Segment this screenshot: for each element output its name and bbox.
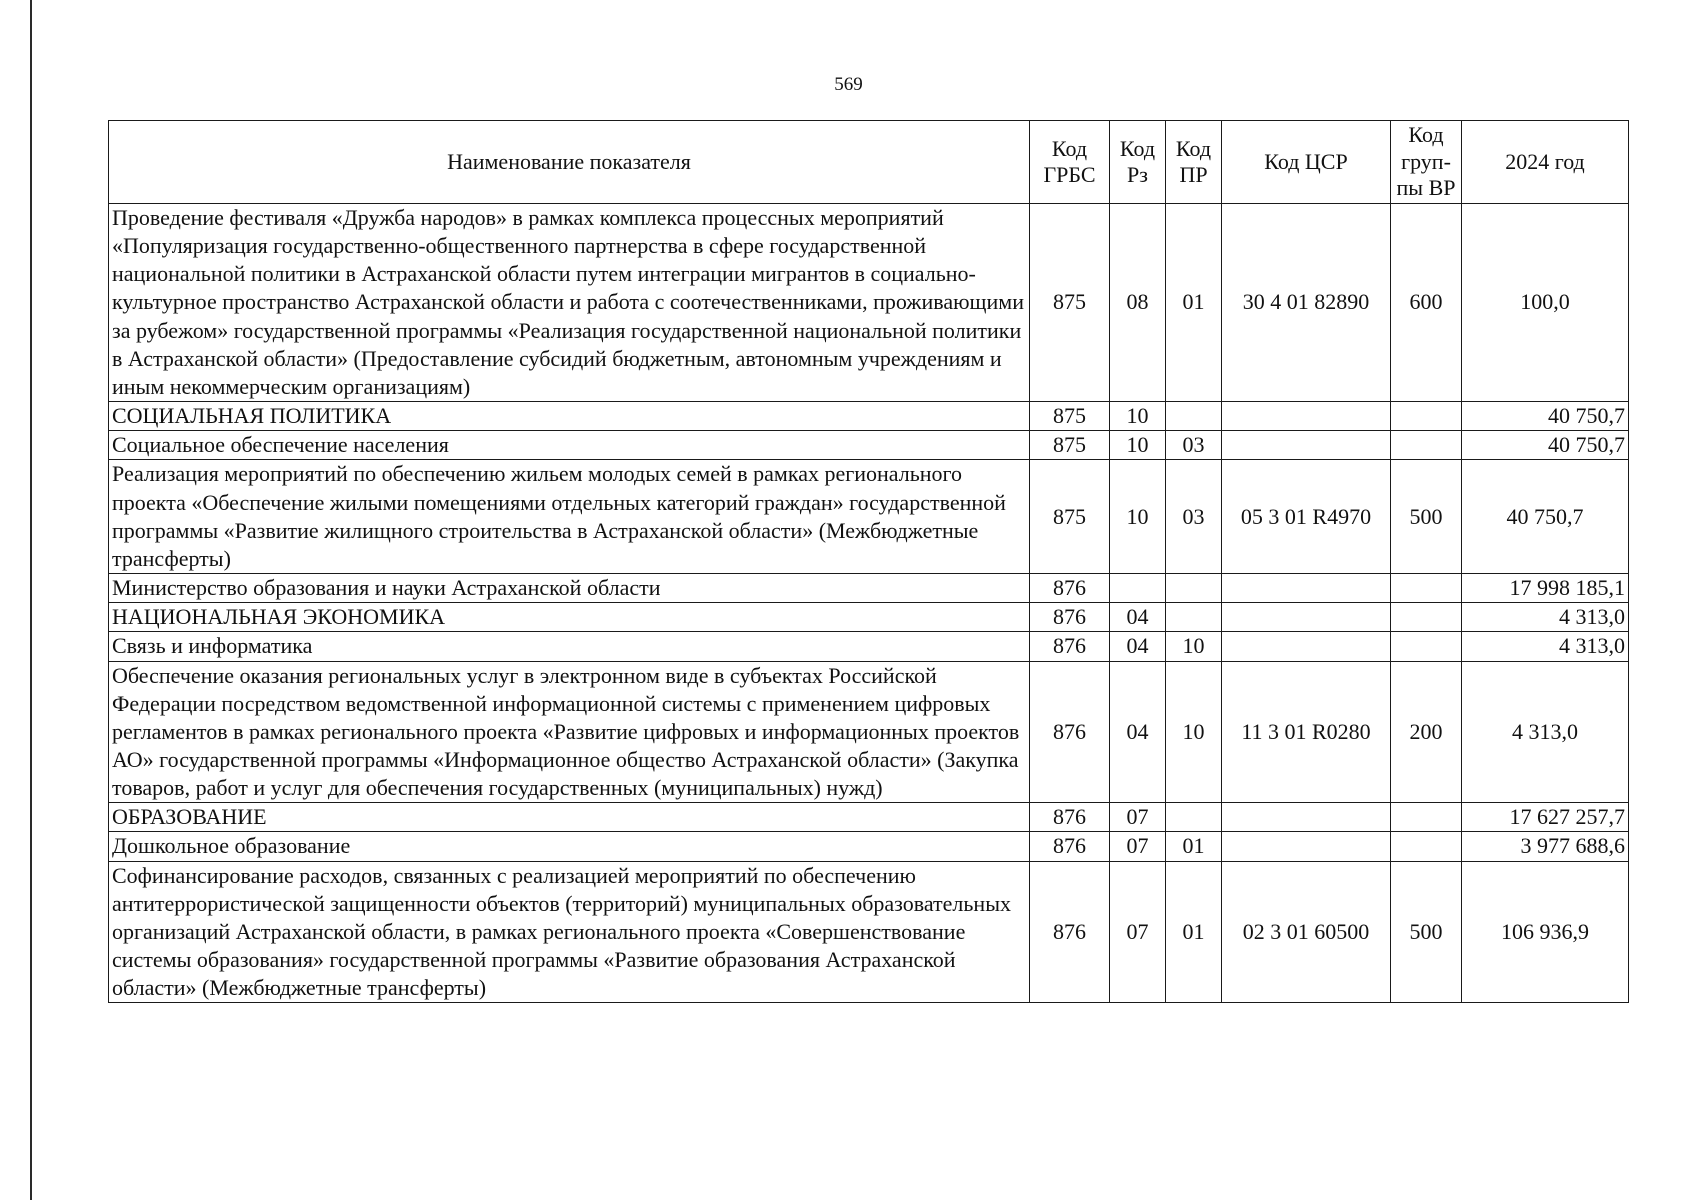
row-pr bbox=[1166, 402, 1222, 431]
row-name: Социальное обеспечение населения bbox=[109, 431, 1030, 460]
row-amount: 40 750,7 bbox=[1462, 402, 1629, 431]
table-row bbox=[109, 431, 1629, 460]
table-row bbox=[109, 803, 1629, 832]
row-csr bbox=[1222, 431, 1391, 460]
row-amount: 17 998 185,1 bbox=[1462, 574, 1629, 603]
row-pr: 03 bbox=[1166, 460, 1222, 574]
table-header-row bbox=[109, 121, 1629, 204]
row-name: Реализация мероприятий по обеспечению жильем молодых семей в рамках регионального проекта «Обеспечение жилыми помещениями отдельных категорий граждан» государственной программы «Развитие жилищного строительства в Астраханской области» (Межбюджетные трансферты) bbox=[109, 460, 1030, 574]
row-grbs: 875 bbox=[1030, 402, 1110, 431]
row-name: Софинансирование расходов, связанных с реализацией мероприятий по обеспечению антитеррористической защищенности объектов (территорий) муниципальных образовательных организаций Астраханской области, в рамках регионального проекта «Совершенствование системы образования» государственной программы «Развитие образования Астраханской области» (Межбюджетные трансферты) bbox=[109, 861, 1030, 1003]
row-rz: 04 bbox=[1110, 632, 1166, 661]
row-name: СОЦИАЛЬНАЯ ПОЛИТИКА bbox=[109, 402, 1030, 431]
row-vr bbox=[1391, 402, 1462, 431]
row-grbs: 875 bbox=[1030, 431, 1110, 460]
header-vr: Код груп-пы ВР bbox=[1391, 121, 1462, 204]
table-row bbox=[109, 832, 1629, 861]
row-grbs: 876 bbox=[1030, 574, 1110, 603]
table-row bbox=[109, 603, 1629, 632]
row-pr: 03 bbox=[1166, 431, 1222, 460]
row-csr: 11 3 01 R0280 bbox=[1222, 661, 1391, 803]
row-grbs: 876 bbox=[1030, 632, 1110, 661]
row-rz bbox=[1110, 574, 1166, 603]
row-pr: 10 bbox=[1166, 661, 1222, 803]
row-rz: 07 bbox=[1110, 832, 1166, 861]
table-row bbox=[109, 204, 1629, 402]
table-row bbox=[109, 632, 1629, 661]
row-csr bbox=[1222, 402, 1391, 431]
row-csr: 30 4 01 82890 bbox=[1222, 204, 1391, 402]
header-pr: Код ПР bbox=[1166, 121, 1222, 204]
row-rz: 04 bbox=[1110, 661, 1166, 803]
row-rz: 10 bbox=[1110, 431, 1166, 460]
row-amount: 40 750,7 bbox=[1462, 431, 1629, 460]
row-amount: 4 313,0 bbox=[1462, 603, 1629, 632]
table-row bbox=[109, 574, 1629, 603]
row-name: Дошкольное образование bbox=[109, 832, 1030, 861]
row-pr bbox=[1166, 603, 1222, 632]
row-rz: 07 bbox=[1110, 861, 1166, 1003]
row-amount: 4 313,0 bbox=[1462, 661, 1629, 803]
header-rz: Код Рз bbox=[1110, 121, 1166, 204]
row-amount: 40 750,7 bbox=[1462, 460, 1629, 574]
header-name: Наименование показателя bbox=[109, 121, 1030, 204]
row-vr: 600 bbox=[1391, 204, 1462, 402]
row-vr bbox=[1391, 803, 1462, 832]
row-vr bbox=[1391, 632, 1462, 661]
row-csr bbox=[1222, 603, 1391, 632]
row-name: Министерство образования и науки Астраханской области bbox=[109, 574, 1030, 603]
row-vr: 200 bbox=[1391, 661, 1462, 803]
row-name: Проведение фестиваля «Дружба народов» в рамках комплекса процессных мероприятий «Популяризация государственно-общественного партнерства в сфере государственной национальной политики в Астраханской области путем интеграции мигрантов в социально-культурное пространство Астраханской области и работа с соотечественниками, проживающими за рубежом» государственной программы «Реализация государственной национальной политики в Астраханской области» (Предоставление субсидий бюджетным, автономным учреждениям и иным некоммерческим организациям) bbox=[109, 204, 1030, 402]
row-grbs: 876 bbox=[1030, 661, 1110, 803]
row-rz: 10 bbox=[1110, 402, 1166, 431]
row-csr: 02 3 01 60500 bbox=[1222, 861, 1391, 1003]
row-grbs: 875 bbox=[1030, 460, 1110, 574]
row-pr bbox=[1166, 803, 1222, 832]
row-name: ОБРАЗОВАНИЕ bbox=[109, 803, 1030, 832]
row-amount: 4 313,0 bbox=[1462, 632, 1629, 661]
page-number: 569 bbox=[834, 74, 863, 95]
row-pr: 10 bbox=[1166, 632, 1222, 661]
row-rz: 07 bbox=[1110, 803, 1166, 832]
row-vr bbox=[1391, 574, 1462, 603]
header-csr: Код ЦСР bbox=[1222, 121, 1391, 204]
row-rz: 08 bbox=[1110, 204, 1166, 402]
row-amount: 106 936,9 bbox=[1462, 861, 1629, 1003]
row-amount: 3 977 688,6 bbox=[1462, 832, 1629, 861]
header-grbs: Код ГРБС bbox=[1030, 121, 1110, 204]
row-name: НАЦИОНАЛЬНАЯ ЭКОНОМИКА bbox=[109, 603, 1030, 632]
row-vr bbox=[1391, 832, 1462, 861]
row-vr bbox=[1391, 603, 1462, 632]
row-vr bbox=[1391, 431, 1462, 460]
row-csr: 05 3 01 R4970 bbox=[1222, 460, 1391, 574]
row-grbs: 875 bbox=[1030, 204, 1110, 402]
table-row bbox=[109, 402, 1629, 431]
row-grbs: 876 bbox=[1030, 861, 1110, 1003]
row-csr bbox=[1222, 803, 1391, 832]
row-pr: 01 bbox=[1166, 204, 1222, 402]
row-csr bbox=[1222, 632, 1391, 661]
row-csr bbox=[1222, 574, 1391, 603]
row-csr bbox=[1222, 832, 1391, 861]
row-grbs: 876 bbox=[1030, 603, 1110, 632]
row-amount: 100,0 bbox=[1462, 204, 1629, 402]
scan-edge-line bbox=[30, 0, 32, 1200]
table-row bbox=[109, 661, 1629, 803]
table-row bbox=[109, 460, 1629, 574]
row-rz: 04 bbox=[1110, 603, 1166, 632]
budget-table bbox=[108, 120, 1629, 1003]
row-grbs: 876 bbox=[1030, 832, 1110, 861]
row-amount: 17 627 257,7 bbox=[1462, 803, 1629, 832]
row-pr: 01 bbox=[1166, 832, 1222, 861]
header-year: 2024 год bbox=[1462, 121, 1629, 204]
row-pr: 01 bbox=[1166, 861, 1222, 1003]
row-rz: 10 bbox=[1110, 460, 1166, 574]
row-vr: 500 bbox=[1391, 460, 1462, 574]
row-name: Связь и информатика bbox=[109, 632, 1030, 661]
row-vr: 500 bbox=[1391, 861, 1462, 1003]
row-grbs: 876 bbox=[1030, 803, 1110, 832]
table-row bbox=[109, 861, 1629, 1003]
row-pr bbox=[1166, 574, 1222, 603]
row-name: Обеспечение оказания региональных услуг в электронном виде в субъектах Российской Федерации посредством ведомственной информационной системы с применением цифровых регламентов в рамках регионального проекта «Развитие цифровых и информационных проектов АО» государственной программы «Информационное общество Астраханской области» (Закупка товаров, работ и услуг для обеспечения государственных (муниципальных) нужд) bbox=[109, 661, 1030, 803]
